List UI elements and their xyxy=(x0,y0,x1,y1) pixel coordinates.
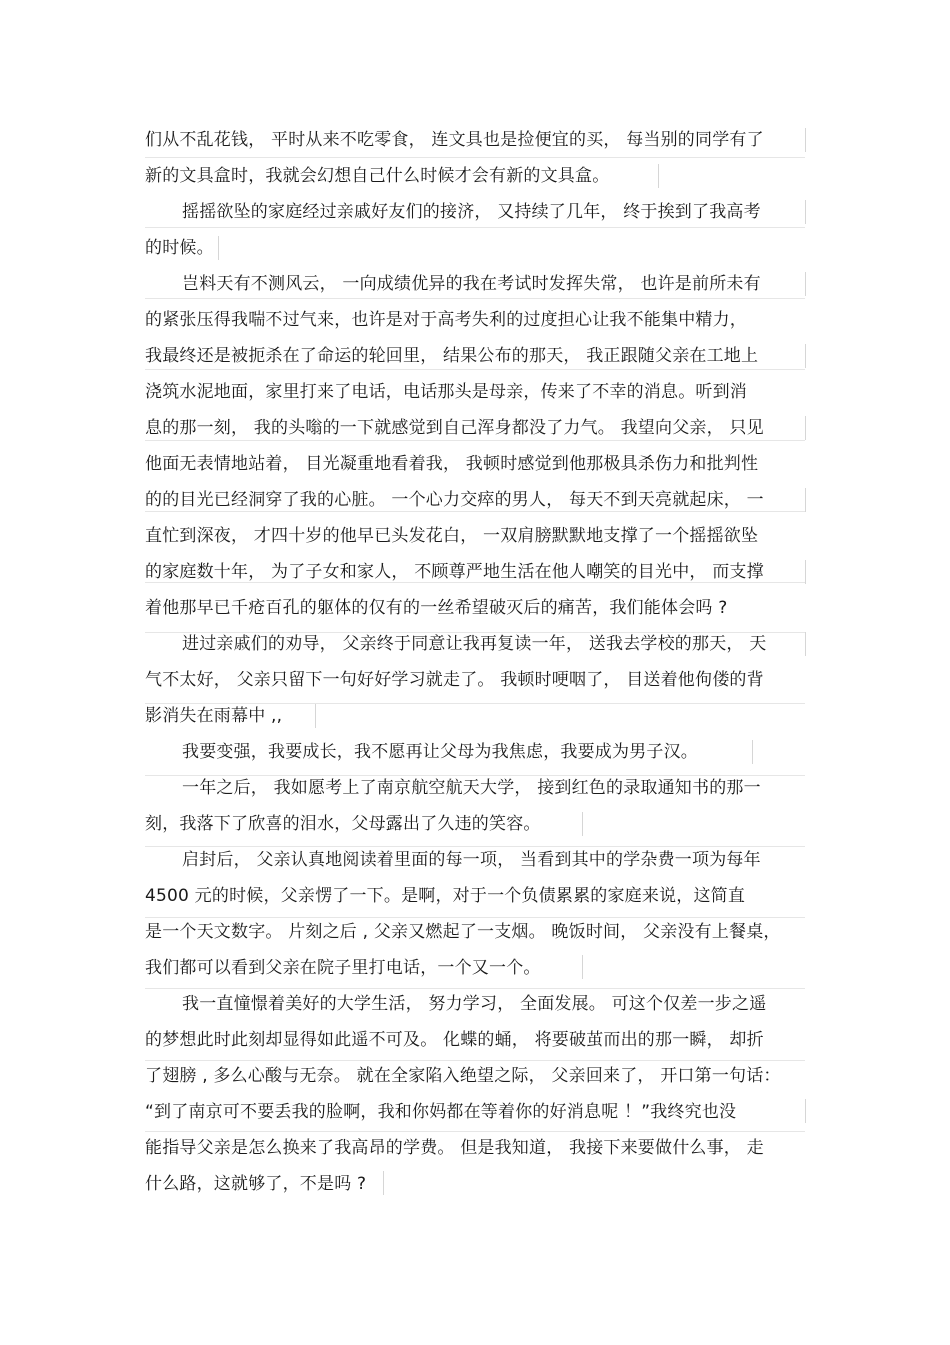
line-end-marker xyxy=(805,560,806,584)
text-line: 新的文具盒时，我就会幻想自己什么时候才会有新的文具盒。 xyxy=(145,166,610,186)
text-line: 我最终还是被扼杀在了命运的轮回里， 结果公布的那天， 我正跟随父亲在工地上 xyxy=(145,346,759,366)
text-line: 气不太好， 父亲只留下一句好好学习就走了。 我顿时哽咽了， 目送着他佝偻的背 xyxy=(145,670,764,690)
text-line: 一年之后， 我如愿考上了南京航空航天大学， 接到红色的录取通知书的那一 xyxy=(182,778,761,798)
line-end-marker xyxy=(383,1171,384,1195)
text-line: 他面无表情地站着， 目光凝重地看着我， 我顿时感觉到他那极具杀伤力和批判性 xyxy=(145,454,759,474)
line-guide xyxy=(145,227,805,228)
line-end-marker xyxy=(752,740,753,764)
text-line: 直忙到深夜， 才四十岁的他早已头发花白， 一双肩膀默默地支撑了一个摇摇欲坠 xyxy=(145,526,759,546)
text-line: 能指导父亲是怎么换来了我高昂的学费。 但是我知道， 我接下来要做什么事， 走 xyxy=(145,1138,764,1158)
text-line: 浇筑水泥地面，家里打来了电话，电话那头是母亲，传来了不幸的消息。听到消 xyxy=(145,382,747,402)
line-guide xyxy=(145,1131,805,1132)
text-line: 的紧张压得我喘不过气来，也许是对于高考失利的过度担心让我不能集中精力， xyxy=(145,310,747,330)
line-guide xyxy=(145,157,805,158)
text-line: 们从不乱花钱， 平时从来不吃零食， 连文具也是捡便宜的买， 每当别的同学有了 xyxy=(145,130,764,150)
text-line: 4500 元的时候，父亲愣了一下。是啊，对于一个负债累累的家庭来说，这简直 xyxy=(145,886,746,906)
text-line: 的梦想此时此刻却显得如此遥不可及。 化蝶的蛹， 将要破茧而出的那一瞬， 却折 xyxy=(145,1030,764,1050)
line-end-marker xyxy=(805,344,806,368)
text-line: 的的目光已经洞穿了我的心脏。 一个心力交瘁的男人， 每天不到天亮就起床， 一 xyxy=(145,490,764,510)
text-line: 了翅膀 , 多么心酸与无奈。 就在全家陷入绝望之际， 父亲回来了， 开口第一句话： xyxy=(145,1066,781,1086)
text-line: 我要变强，我要成长，我不愿再让父母为我焦虑，我要成为男子汉。 xyxy=(182,742,698,762)
line-end-marker xyxy=(315,704,316,728)
text-line: 刻，我落下了欣喜的泪水，父母露出了久违的笑容。 xyxy=(145,814,541,834)
text-line: 的家庭数十年， 为了子女和家人， 不顾尊严地生活在他人嘲笑的目光中， 而支撑 xyxy=(145,562,764,582)
line-end-marker xyxy=(582,955,583,979)
line-end-marker xyxy=(658,164,659,188)
text-line: 进过亲戚们的劝导， 父亲终于同意让我再复读一年， 送我去学校的那天， 天 xyxy=(182,634,767,654)
line-end-marker xyxy=(805,272,806,296)
text-line: 我们都可以看到父亲在院子里打电话，一个又一个。 xyxy=(145,958,541,978)
line-end-marker xyxy=(218,236,219,260)
line-end-marker xyxy=(582,812,583,836)
text-line: 启封后， 父亲认真地阅读着里面的每一项， 当看到其中的学杂费一项为每年 xyxy=(182,850,761,870)
text-line: 岂料天有不测风云， 一向成绩优异的我在考试时发挥失常， 也许是前所未有 xyxy=(182,274,761,294)
text-line: 的时候。 xyxy=(145,238,214,258)
line-end-marker xyxy=(805,128,806,152)
text-line: 什么路，这就够了，不是吗 ? xyxy=(145,1174,367,1194)
text-line: “到了南京可不要丢我的脸啊，我和你妈都在等着你的好消息呢 ！”我终究也没 xyxy=(145,1102,737,1122)
text-line: 息的那一刻， 我的头嗡的一下就感觉到自己浑身都没了力气。 我望向父亲， 只见 xyxy=(145,418,764,438)
text-line: 是一个天文数字。 片刻之后 , 父亲又燃起了一支烟。 晚饭时间， 父亲没有上餐桌， xyxy=(145,922,781,942)
text-line: 影消失在雨幕中 ,, xyxy=(145,706,283,726)
text-line: 摇摇欲坠的家庭经过亲戚好友们的接济， 又持续了几年， 终于挨到了我高考 xyxy=(182,202,761,222)
line-end-marker xyxy=(805,1099,806,1123)
line-end-marker xyxy=(805,632,806,656)
line-end-marker xyxy=(805,416,806,440)
line-end-marker xyxy=(805,200,806,224)
line-end-marker xyxy=(805,488,806,512)
text-line: 我一直憧憬着美好的大学生活， 努力学习， 全面发展。 可这个仅差一步之遥 xyxy=(182,994,767,1014)
text-line: 着他那早已千疮百孔的躯体的仅有的一丝希望破灭后的痛苦，我们能体会吗 ? xyxy=(145,598,728,618)
